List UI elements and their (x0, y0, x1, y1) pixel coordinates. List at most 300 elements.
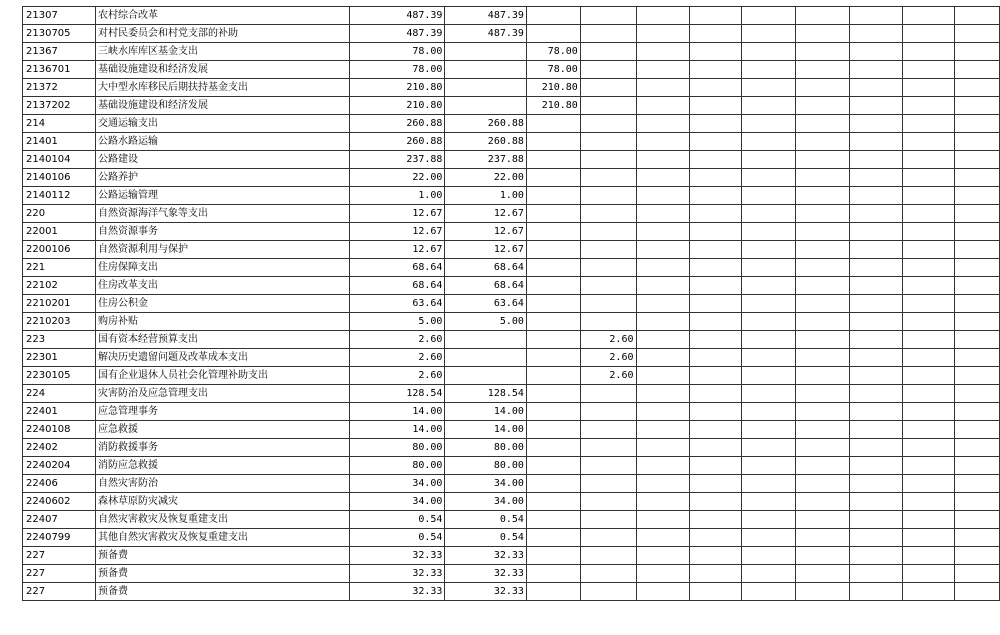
amount-cell: 78.00 (526, 43, 580, 61)
empty-cell (955, 331, 1000, 349)
empty-cell (902, 421, 955, 439)
amount-cell (580, 133, 636, 151)
empty-cell (636, 367, 690, 385)
empty-cell (849, 25, 902, 43)
empty-cell (795, 241, 849, 259)
subject-name-cell: 公路运输管理 (96, 187, 350, 205)
empty-cell (690, 385, 742, 403)
empty-cell (690, 457, 742, 475)
empty-cell (955, 187, 1000, 205)
empty-cell (742, 493, 796, 511)
amount-cell (580, 439, 636, 457)
total-amount-cell: 260.88 (350, 115, 445, 133)
empty-cell (955, 43, 1000, 61)
empty-cell (849, 241, 902, 259)
empty-cell (795, 511, 849, 529)
amount-cell (580, 97, 636, 115)
subject-code-cell: 21401 (23, 133, 96, 151)
empty-cell (902, 457, 955, 475)
total-amount-cell: 14.00 (350, 403, 445, 421)
empty-cell (742, 403, 796, 421)
amount-cell (526, 331, 580, 349)
subject-name-cell: 住房公积金 (96, 295, 350, 313)
total-amount-cell: 34.00 (350, 493, 445, 511)
empty-cell (795, 43, 849, 61)
amount-cell (526, 439, 580, 457)
subject-name-cell: 消防救援事务 (96, 439, 350, 457)
empty-cell (690, 79, 742, 97)
total-amount-cell: 128.54 (350, 385, 445, 403)
table-row (23, 439, 1000, 457)
empty-cell (690, 241, 742, 259)
empty-cell (636, 529, 690, 547)
empty-cell (902, 493, 955, 511)
subject-name-cell: 公路养护 (96, 169, 350, 187)
empty-cell (849, 187, 902, 205)
empty-cell (955, 565, 1000, 583)
subject-code-cell: 22407 (23, 511, 96, 529)
empty-cell (902, 529, 955, 547)
empty-cell (690, 277, 742, 295)
empty-cell (636, 241, 690, 259)
empty-cell (690, 313, 742, 331)
amount-cell (580, 511, 636, 529)
amount-cell (580, 79, 636, 97)
empty-cell (636, 7, 690, 25)
subject-name-cell: 自然资源海洋气象等支出 (96, 205, 350, 223)
amount-cell (445, 331, 526, 349)
empty-cell (742, 61, 796, 79)
table-row (23, 295, 1000, 313)
subject-code-cell: 2140112 (23, 187, 96, 205)
empty-cell (742, 241, 796, 259)
total-amount-cell: 78.00 (350, 43, 445, 61)
subject-name-cell: 预备费 (96, 583, 350, 601)
empty-cell (795, 61, 849, 79)
subject-code-cell: 21367 (23, 43, 96, 61)
amount-cell: 210.80 (526, 79, 580, 97)
amount-cell: 32.33 (445, 583, 526, 601)
table-row (23, 349, 1000, 367)
empty-cell (849, 7, 902, 25)
table-row (23, 43, 1000, 61)
subject-code-cell: 2210203 (23, 313, 96, 331)
empty-cell (742, 97, 796, 115)
table-row (23, 151, 1000, 169)
empty-cell (636, 151, 690, 169)
subject-name-cell: 住房改革支出 (96, 277, 350, 295)
amount-cell (580, 475, 636, 493)
empty-cell (849, 565, 902, 583)
amount-cell: 63.64 (445, 295, 526, 313)
empty-cell (849, 79, 902, 97)
empty-cell (955, 79, 1000, 97)
empty-cell (742, 25, 796, 43)
table-row (23, 205, 1000, 223)
empty-cell (795, 7, 849, 25)
table-row (23, 547, 1000, 565)
amount-cell: 0.54 (445, 511, 526, 529)
table-row (23, 493, 1000, 511)
empty-cell (795, 205, 849, 223)
empty-cell (742, 259, 796, 277)
empty-cell (902, 349, 955, 367)
subject-name-cell: 大中型水库移民后期扶持基金支出 (96, 79, 350, 97)
empty-cell (690, 187, 742, 205)
empty-cell (636, 349, 690, 367)
empty-cell (690, 493, 742, 511)
amount-cell (580, 205, 636, 223)
empty-cell (636, 187, 690, 205)
subject-name-cell: 应急救援 (96, 421, 350, 439)
empty-cell (795, 97, 849, 115)
empty-cell (636, 169, 690, 187)
amount-cell (526, 277, 580, 295)
empty-cell (849, 259, 902, 277)
table-row (23, 277, 1000, 295)
table-row (23, 133, 1000, 151)
empty-cell (795, 403, 849, 421)
subject-name-cell: 国有资本经营预算支出 (96, 331, 350, 349)
amount-cell (580, 277, 636, 295)
subject-name-cell: 农村综合改革 (96, 7, 350, 25)
empty-cell (690, 43, 742, 61)
empty-cell (690, 349, 742, 367)
empty-cell (955, 205, 1000, 223)
amount-cell (526, 313, 580, 331)
empty-cell (795, 295, 849, 313)
total-amount-cell: 2.60 (350, 331, 445, 349)
amount-cell (526, 259, 580, 277)
amount-cell (580, 529, 636, 547)
amount-cell (580, 547, 636, 565)
empty-cell (955, 133, 1000, 151)
empty-cell (795, 493, 849, 511)
empty-cell (849, 583, 902, 601)
empty-cell (636, 295, 690, 313)
empty-cell (902, 313, 955, 331)
amount-cell: 22.00 (445, 169, 526, 187)
amount-cell (526, 223, 580, 241)
total-amount-cell: 63.64 (350, 295, 445, 313)
table-row (23, 403, 1000, 421)
subject-code-cell: 223 (23, 331, 96, 349)
empty-cell (795, 169, 849, 187)
empty-cell (636, 547, 690, 565)
amount-cell (526, 133, 580, 151)
total-amount-cell: 32.33 (350, 547, 445, 565)
empty-cell (636, 97, 690, 115)
empty-cell (955, 223, 1000, 241)
subject-code-cell: 2230105 (23, 367, 96, 385)
total-amount-cell: 5.00 (350, 313, 445, 331)
empty-cell (849, 223, 902, 241)
empty-cell (795, 565, 849, 583)
empty-cell (690, 25, 742, 43)
amount-cell: 210.80 (526, 97, 580, 115)
empty-cell (742, 115, 796, 133)
amount-cell (580, 565, 636, 583)
empty-cell (636, 403, 690, 421)
table-row (23, 115, 1000, 133)
subject-code-cell: 2240602 (23, 493, 96, 511)
amount-cell: 1.00 (445, 187, 526, 205)
empty-cell (690, 169, 742, 187)
empty-cell (690, 151, 742, 169)
amount-cell (580, 187, 636, 205)
subject-code-cell: 2136701 (23, 61, 96, 79)
subject-code-cell: 22102 (23, 277, 96, 295)
subject-name-cell: 基础设施建设和经济发展 (96, 61, 350, 79)
amount-cell (580, 583, 636, 601)
amount-cell: 34.00 (445, 475, 526, 493)
empty-cell (636, 457, 690, 475)
subject-code-cell: 2130705 (23, 25, 96, 43)
subject-code-cell: 220 (23, 205, 96, 223)
amount-cell (526, 475, 580, 493)
amount-cell (445, 349, 526, 367)
empty-cell (902, 583, 955, 601)
amount-cell (526, 457, 580, 475)
empty-cell (636, 331, 690, 349)
empty-cell (742, 79, 796, 97)
amount-cell (445, 61, 526, 79)
empty-cell (902, 25, 955, 43)
amount-cell (580, 223, 636, 241)
empty-cell (955, 583, 1000, 601)
amount-cell (526, 529, 580, 547)
empty-cell (902, 385, 955, 403)
empty-cell (902, 439, 955, 457)
empty-cell (955, 385, 1000, 403)
amount-cell (445, 97, 526, 115)
empty-cell (795, 151, 849, 169)
empty-cell (795, 313, 849, 331)
empty-cell (690, 61, 742, 79)
amount-cell: 32.33 (445, 565, 526, 583)
subject-name-cell: 预备费 (96, 547, 350, 565)
amount-cell (580, 169, 636, 187)
empty-cell (795, 529, 849, 547)
amount-cell (526, 583, 580, 601)
empty-cell (636, 277, 690, 295)
empty-cell (742, 583, 796, 601)
amount-cell (580, 7, 636, 25)
empty-cell (795, 349, 849, 367)
empty-cell (849, 313, 902, 331)
table-row (23, 7, 1000, 25)
empty-cell (795, 79, 849, 97)
amount-cell (526, 151, 580, 169)
empty-cell (902, 79, 955, 97)
empty-cell (690, 583, 742, 601)
empty-cell (955, 241, 1000, 259)
subject-code-cell: 2140104 (23, 151, 96, 169)
empty-cell (636, 259, 690, 277)
total-amount-cell: 22.00 (350, 169, 445, 187)
amount-cell: 2.60 (580, 349, 636, 367)
empty-cell (955, 313, 1000, 331)
empty-cell (742, 349, 796, 367)
total-amount-cell: 2.60 (350, 367, 445, 385)
empty-cell (849, 133, 902, 151)
amount-cell: 80.00 (445, 439, 526, 457)
subject-name-cell: 三峡水库库区基金支出 (96, 43, 350, 61)
empty-cell (849, 349, 902, 367)
empty-cell (742, 565, 796, 583)
empty-cell (636, 25, 690, 43)
amount-cell (526, 403, 580, 421)
subject-code-cell: 227 (23, 583, 96, 601)
empty-cell (690, 547, 742, 565)
empty-cell (849, 493, 902, 511)
empty-cell (902, 511, 955, 529)
table-row (23, 367, 1000, 385)
empty-cell (902, 7, 955, 25)
empty-cell (902, 151, 955, 169)
empty-cell (690, 439, 742, 457)
table-row (23, 331, 1000, 349)
empty-cell (955, 25, 1000, 43)
table-row (23, 475, 1000, 493)
empty-cell (849, 403, 902, 421)
amount-cell (580, 259, 636, 277)
empty-cell (902, 169, 955, 187)
empty-cell (795, 457, 849, 475)
empty-cell (636, 511, 690, 529)
empty-cell (795, 385, 849, 403)
amount-cell: 12.67 (445, 241, 526, 259)
amount-cell (580, 421, 636, 439)
empty-cell (690, 331, 742, 349)
empty-cell (636, 43, 690, 61)
empty-cell (955, 61, 1000, 79)
empty-cell (742, 169, 796, 187)
subject-code-cell: 214 (23, 115, 96, 133)
amount-cell: 12.67 (445, 223, 526, 241)
amount-cell (445, 43, 526, 61)
amount-cell: 2.60 (580, 367, 636, 385)
empty-cell (742, 313, 796, 331)
amount-cell (526, 385, 580, 403)
empty-cell (902, 475, 955, 493)
amount-cell (526, 547, 580, 565)
empty-cell (742, 187, 796, 205)
empty-cell (636, 583, 690, 601)
total-amount-cell: 210.80 (350, 79, 445, 97)
subject-name-cell: 消防应急救援 (96, 457, 350, 475)
amount-cell (526, 169, 580, 187)
empty-cell (742, 151, 796, 169)
subject-code-cell: 224 (23, 385, 96, 403)
empty-cell (795, 421, 849, 439)
subject-name-cell: 公路水路运输 (96, 133, 350, 151)
empty-cell (902, 241, 955, 259)
empty-cell (742, 277, 796, 295)
amount-cell: 0.54 (445, 529, 526, 547)
amount-cell (580, 493, 636, 511)
empty-cell (955, 151, 1000, 169)
amount-cell (526, 349, 580, 367)
subject-name-cell: 解决历史遗留问题及改革成本支出 (96, 349, 350, 367)
empty-cell (690, 259, 742, 277)
empty-cell (849, 331, 902, 349)
total-amount-cell: 0.54 (350, 529, 445, 547)
empty-cell (955, 493, 1000, 511)
total-amount-cell: 0.54 (350, 511, 445, 529)
amount-cell: 68.64 (445, 277, 526, 295)
empty-cell (849, 529, 902, 547)
amount-cell (445, 79, 526, 97)
empty-cell (636, 313, 690, 331)
empty-cell (955, 295, 1000, 313)
amount-cell (580, 115, 636, 133)
total-amount-cell: 12.67 (350, 205, 445, 223)
total-amount-cell: 2.60 (350, 349, 445, 367)
empty-cell (742, 547, 796, 565)
amount-cell (526, 241, 580, 259)
subject-code-cell: 2240799 (23, 529, 96, 547)
empty-cell (955, 421, 1000, 439)
empty-cell (636, 475, 690, 493)
amount-cell (526, 565, 580, 583)
subject-code-cell: 2200106 (23, 241, 96, 259)
total-amount-cell: 1.00 (350, 187, 445, 205)
empty-cell (902, 331, 955, 349)
amount-cell (445, 367, 526, 385)
table-row (23, 565, 1000, 583)
empty-cell (849, 439, 902, 457)
empty-cell (742, 133, 796, 151)
total-amount-cell: 32.33 (350, 583, 445, 601)
empty-cell (795, 439, 849, 457)
total-amount-cell: 78.00 (350, 61, 445, 79)
empty-cell (849, 43, 902, 61)
amount-cell (526, 421, 580, 439)
total-amount-cell: 14.00 (350, 421, 445, 439)
empty-cell (849, 277, 902, 295)
empty-cell (955, 97, 1000, 115)
subject-code-cell: 221 (23, 259, 96, 277)
empty-cell (849, 367, 902, 385)
empty-cell (690, 475, 742, 493)
empty-cell (849, 475, 902, 493)
empty-cell (849, 547, 902, 565)
empty-cell (955, 115, 1000, 133)
empty-cell (849, 421, 902, 439)
empty-cell (690, 115, 742, 133)
empty-cell (955, 259, 1000, 277)
subject-code-cell: 2140106 (23, 169, 96, 187)
empty-cell (849, 97, 902, 115)
subject-name-cell: 住房保障支出 (96, 259, 350, 277)
empty-cell (690, 7, 742, 25)
empty-cell (742, 475, 796, 493)
table-row (23, 223, 1000, 241)
empty-cell (902, 295, 955, 313)
empty-cell (795, 277, 849, 295)
empty-cell (742, 331, 796, 349)
empty-cell (742, 295, 796, 313)
empty-cell (690, 223, 742, 241)
empty-cell (955, 7, 1000, 25)
subject-code-cell: 2137202 (23, 97, 96, 115)
empty-cell (955, 511, 1000, 529)
table-row (23, 529, 1000, 547)
subject-name-cell: 国有企业退休人员社会化管理补助支出 (96, 367, 350, 385)
empty-cell (955, 529, 1000, 547)
empty-cell (636, 493, 690, 511)
